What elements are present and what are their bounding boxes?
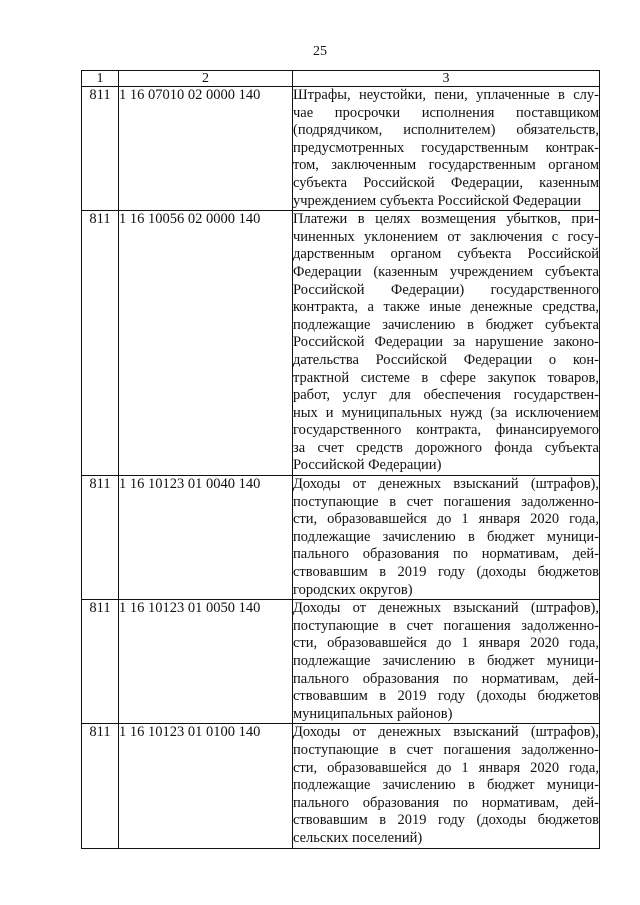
table-row bbox=[82, 476, 600, 600]
description-line: сельских поселений) bbox=[293, 829, 423, 846]
description-line: подлежащие зачислению в бюджет муници- bbox=[293, 653, 599, 669]
table-body bbox=[82, 87, 600, 849]
revenue-description-cell bbox=[293, 211, 600, 476]
description-line: подлежащие зачислению в бюджет муници- bbox=[293, 777, 599, 794]
table-header-row bbox=[82, 71, 600, 87]
description-line: дательства Российской Федерации о кон- bbox=[293, 351, 599, 368]
description-line: подлежащие зачислению в бюджет субъекта bbox=[293, 316, 599, 333]
description-line: поступающие в счет погашения задолженно- bbox=[293, 493, 599, 510]
description-line: субъекта Российской Федерации, казенным bbox=[293, 174, 599, 191]
description-line: ствовавшим в 2019 году (доходы бюджетов bbox=[293, 688, 599, 705]
description-line: муниципальных районов) bbox=[293, 705, 453, 722]
description-line: Российской Федерации) государственного bbox=[293, 281, 599, 298]
description-line: Федерации (казенным учреждением субъекта bbox=[293, 263, 599, 280]
description-line: том, заключенным государственным органом bbox=[293, 157, 599, 174]
budget-classification-code-cell: 1 16 07010 02 0000 140 bbox=[119, 87, 293, 211]
admin-code-cell: 811 bbox=[82, 724, 119, 848]
description-line: ствовавшим в 2019 году (доходы бюджетов bbox=[293, 812, 599, 829]
admin-code-cell: 811 bbox=[82, 476, 119, 600]
revenue-description-cell bbox=[293, 600, 600, 724]
description-line: дарственным органом субъекта Российской bbox=[293, 246, 599, 263]
description-line: (подрядчиком, исполнителем) обязательств, bbox=[293, 122, 599, 139]
revenue-description-cell bbox=[293, 724, 600, 848]
description-line: поступающие в счет погашения задолженно- bbox=[293, 617, 599, 634]
revenue-description-cell bbox=[293, 87, 600, 211]
description-line: Доходы от денежных взысканий (штрафов), bbox=[293, 600, 599, 617]
budget-classification-code-cell: 1 16 10123 01 0100 140 bbox=[119, 724, 293, 848]
description-line: пального образования по нормативам, дей- bbox=[293, 670, 599, 687]
description-line: Российской Федерации за нарушение законо- bbox=[293, 334, 599, 351]
description-line: сти, образовавшейся до 1 января 2020 года, bbox=[293, 635, 599, 652]
description-line: пального образования по нормативам, дей- bbox=[293, 794, 599, 811]
revenue-description-cell bbox=[293, 476, 600, 600]
admin-code-cell: 811 bbox=[82, 87, 119, 211]
budget-classification-code-cell: 1 16 10123 01 0050 140 bbox=[119, 600, 293, 724]
description-line: работ, услуг для обеспечения государствен- bbox=[293, 387, 599, 404]
revenue-codes-table bbox=[81, 70, 600, 849]
description-line: пального образования по нормативам, дей- bbox=[293, 546, 599, 563]
column-header-2: 2 bbox=[119, 71, 293, 87]
description-line: Доходы от денежных взысканий (штрафов), bbox=[293, 476, 599, 493]
description-line: подлежащие зачислению в бюджет муници- bbox=[293, 528, 599, 545]
description-line: ных и муниципальных нужд (за исключением bbox=[293, 404, 599, 421]
description-line: контракта, а также иные денежные средства, bbox=[293, 299, 599, 316]
column-header-1: 1 bbox=[82, 71, 119, 87]
table-row bbox=[82, 724, 600, 848]
description-line: поступающие в счет погашения задолженно- bbox=[293, 741, 599, 758]
description-line: сти, образовавшейся до 1 января 2020 года, bbox=[293, 759, 599, 776]
admin-code-cell: 811 bbox=[82, 600, 119, 724]
description-line: городских округов) bbox=[293, 581, 413, 598]
budget-classification-code-cell: 1 16 10123 01 0040 140 bbox=[119, 476, 293, 600]
description-line: трактной системе в сфере закупок товаров, bbox=[293, 369, 599, 386]
admin-code-cell: 811 bbox=[82, 211, 119, 476]
description-line: сти, образовавшейся до 1 января 2020 года, bbox=[293, 511, 599, 528]
description-line: чиненных уклонением от заключения с госу- bbox=[293, 228, 599, 245]
description-line: Платежи в целях возмещения убытков, при- bbox=[293, 211, 599, 228]
description-line: ствовавшим в 2019 году (доходы бюджетов bbox=[293, 564, 599, 581]
description-line: предусмотренных государственным контрак- bbox=[293, 139, 599, 156]
description-line: учреждением субъекта Российской Федерации bbox=[293, 192, 582, 209]
budget-classification-code-cell: 1 16 10056 02 0000 140 bbox=[119, 211, 293, 476]
description-line: Штрафы, неустойки, пени, уплаченные в слу- bbox=[293, 87, 599, 103]
table-row bbox=[82, 87, 600, 211]
column-header-3: 3 bbox=[293, 71, 600, 87]
description-line: Российской Федерации) bbox=[293, 457, 442, 474]
description-line: государственного контракта, финансируемого bbox=[293, 422, 599, 439]
page-number: 25 bbox=[313, 44, 327, 59]
table-row bbox=[82, 211, 600, 476]
description-line: чае просрочки исполнения поставщиком bbox=[293, 104, 599, 121]
description-line: за счет средств дорожного фонда субъекта bbox=[293, 439, 599, 456]
description-line: Доходы от денежных взысканий (штрафов), bbox=[293, 724, 599, 741]
table-row bbox=[82, 600, 600, 724]
